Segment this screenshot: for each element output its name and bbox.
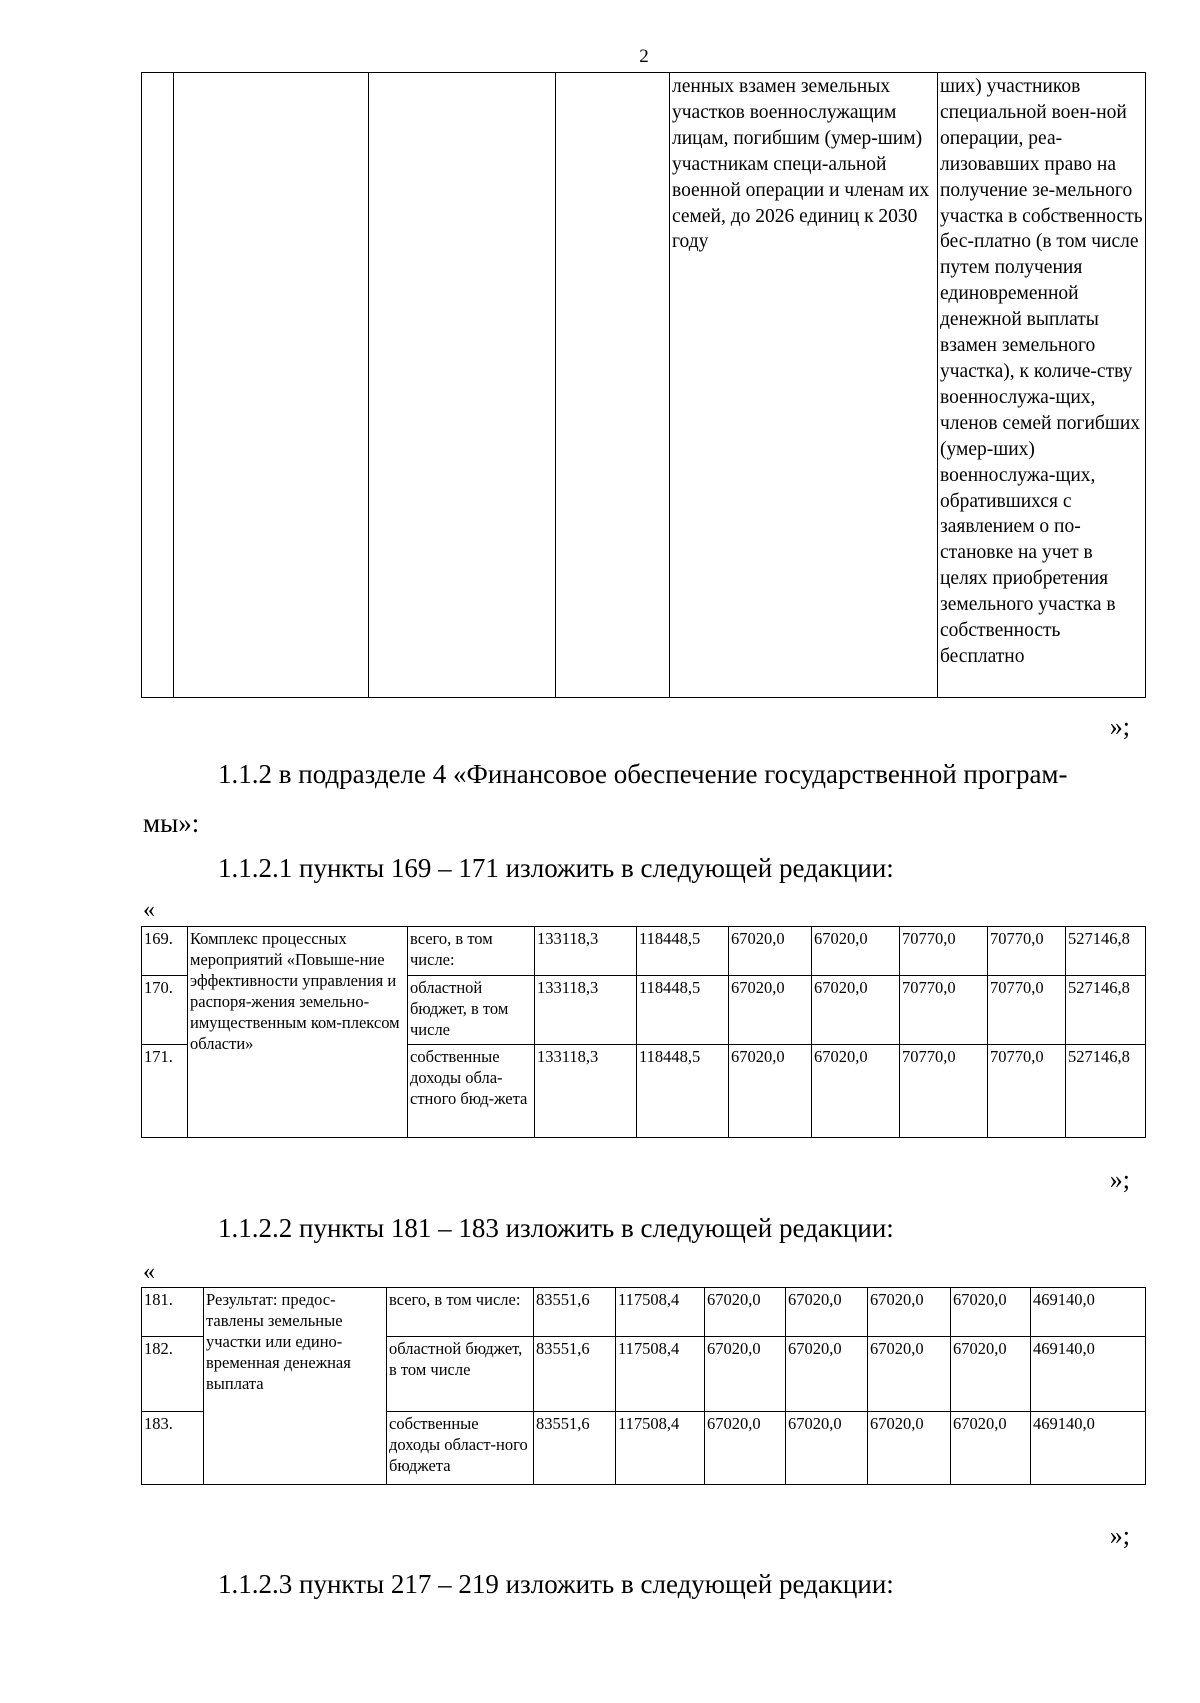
value-cell: 70770,0 — [988, 976, 1066, 1045]
row-number: 182. — [142, 1337, 204, 1412]
measure-name: Комплекс процессных мероприятий «Повыше-ние эффективности управления и распоря-жения земельно-имущественным ком-плексом области» — [188, 927, 408, 1138]
paragraph-1-1-2-continuation: мы»: — [143, 808, 200, 838]
value-cell: 70770,0 — [900, 976, 988, 1045]
value-cell: 67020,0 — [812, 927, 900, 976]
value-cell: 67020,0 — [812, 1045, 900, 1138]
closing-quote: »; — [1109, 1165, 1130, 1194]
row-number: 169. — [142, 927, 188, 976]
value-cell: 67020,0 — [812, 976, 900, 1045]
value-cell: 527146,8 — [1066, 927, 1146, 976]
value-cell: 527146,8 — [1066, 976, 1146, 1045]
value-cell: 70770,0 — [988, 927, 1066, 976]
value-cell: 67020,0 — [729, 927, 812, 976]
value-cell: 67020,0 — [705, 1288, 786, 1337]
value-cell: 67020,0 — [786, 1288, 868, 1337]
value-cell: 117508,4 — [616, 1337, 705, 1412]
indicator-calculation-cell: ших) участников специальной воен-ной операции, реа-лизовавших право на получение зе-мельного участка в собственность бес-платно (в том числе путем получения единовременной денежной выплаты взамен земельного участка), к количе-ству военнослужа-щих, членов семей погибших (умер-ших) военнослужа-щих, обратившихся с заявлением о по-становке на учет в целях приобретения земельного участка в собственность бесплатно — [938, 73, 1146, 698]
value-cell: 67020,0 — [951, 1412, 1031, 1485]
financing-table-169-171 — [141, 926, 1146, 1138]
value-cell: 70770,0 — [988, 1045, 1066, 1138]
funding-source: собственные доходы област-ного бюджета — [387, 1412, 534, 1485]
value-cell: 83551,6 — [534, 1288, 616, 1337]
paragraph-1-1-2-2: 1.1.2.2 пункты 181 – 183 изложить в следующей редакции: — [218, 1213, 894, 1243]
paragraph-1-1-2-1: 1.1.2.1 пункты 169 – 171 изложить в следующей редакции: — [218, 853, 894, 883]
value-cell: 133118,3 — [535, 927, 637, 976]
table-cell — [174, 73, 369, 698]
financing-table-181-183 — [141, 1287, 1146, 1485]
row-number: 170. — [142, 976, 188, 1045]
value-cell: 469140,0 — [1031, 1337, 1146, 1412]
value-cell: 67020,0 — [868, 1412, 951, 1485]
value-cell: 527146,8 — [1066, 1045, 1146, 1138]
value-cell: 118448,5 — [637, 927, 729, 976]
measure-name: Результат: предос-тавлены земельные участки или едино-временная денежная выплата — [204, 1288, 387, 1485]
funding-source: всего, в том числе: — [408, 927, 535, 976]
value-cell: 67020,0 — [868, 1337, 951, 1412]
row-number: 183. — [142, 1412, 204, 1485]
value-cell: 118448,5 — [637, 976, 729, 1045]
indicator-description-cell: ленных взамен земельных участков военнослужащим лицам, погибшим (умер-шим) участникам специ-альной военной операции и членам их семей, до 2026 единиц к 2030 году — [670, 73, 938, 698]
value-cell: 469140,0 — [1031, 1288, 1146, 1337]
value-cell: 133118,3 — [535, 1045, 637, 1138]
paragraph-1-1-2-3: 1.1.2.3 пункты 217 – 219 изложить в следующей редакции: — [218, 1569, 894, 1599]
value-cell: 67020,0 — [868, 1288, 951, 1337]
value-cell: 117508,4 — [616, 1288, 705, 1337]
value-cell: 70770,0 — [900, 927, 988, 976]
value-cell: 67020,0 — [786, 1337, 868, 1412]
value-cell: 67020,0 — [951, 1337, 1031, 1412]
table-cell — [556, 73, 670, 698]
paragraph-1-1-2: 1.1.2 в подразделе 4 «Финансовое обеспечение государственной програм- — [218, 759, 1068, 789]
value-cell: 67020,0 — [951, 1288, 1031, 1337]
value-cell: 469140,0 — [1031, 1412, 1146, 1485]
value-cell: 117508,4 — [616, 1412, 705, 1485]
closing-quote: »; — [1109, 1521, 1130, 1550]
opening-quote: « — [143, 897, 155, 923]
value-cell: 70770,0 — [900, 1045, 988, 1138]
value-cell: 118448,5 — [637, 1045, 729, 1138]
value-cell: 133118,3 — [535, 976, 637, 1045]
funding-source: всего, в том числе: — [387, 1288, 534, 1337]
opening-quote: « — [143, 1259, 155, 1285]
funding-source: областной бюджет, в том числе — [387, 1337, 534, 1412]
value-cell: 83551,6 — [534, 1337, 616, 1412]
value-cell: 83551,6 — [534, 1412, 616, 1485]
row-number: 181. — [142, 1288, 204, 1337]
funding-source: областной бюджет, в том числе — [408, 976, 535, 1045]
row-number: 171. — [142, 1045, 188, 1138]
funding-source: собственные доходы обла-стного бюд-жета — [408, 1045, 535, 1138]
table-cell — [369, 73, 556, 698]
value-cell: 67020,0 — [786, 1412, 868, 1485]
value-cell: 67020,0 — [705, 1337, 786, 1412]
value-cell: 67020,0 — [729, 976, 812, 1045]
closing-quote: »; — [1109, 712, 1130, 741]
table-row — [142, 1288, 1146, 1337]
table-cell — [142, 73, 174, 698]
table-row — [142, 927, 1146, 976]
value-cell: 67020,0 — [729, 1045, 812, 1138]
value-cell: 67020,0 — [705, 1412, 786, 1485]
continued-indicators-table — [141, 72, 1146, 698]
page-number: 2 — [639, 46, 649, 67]
